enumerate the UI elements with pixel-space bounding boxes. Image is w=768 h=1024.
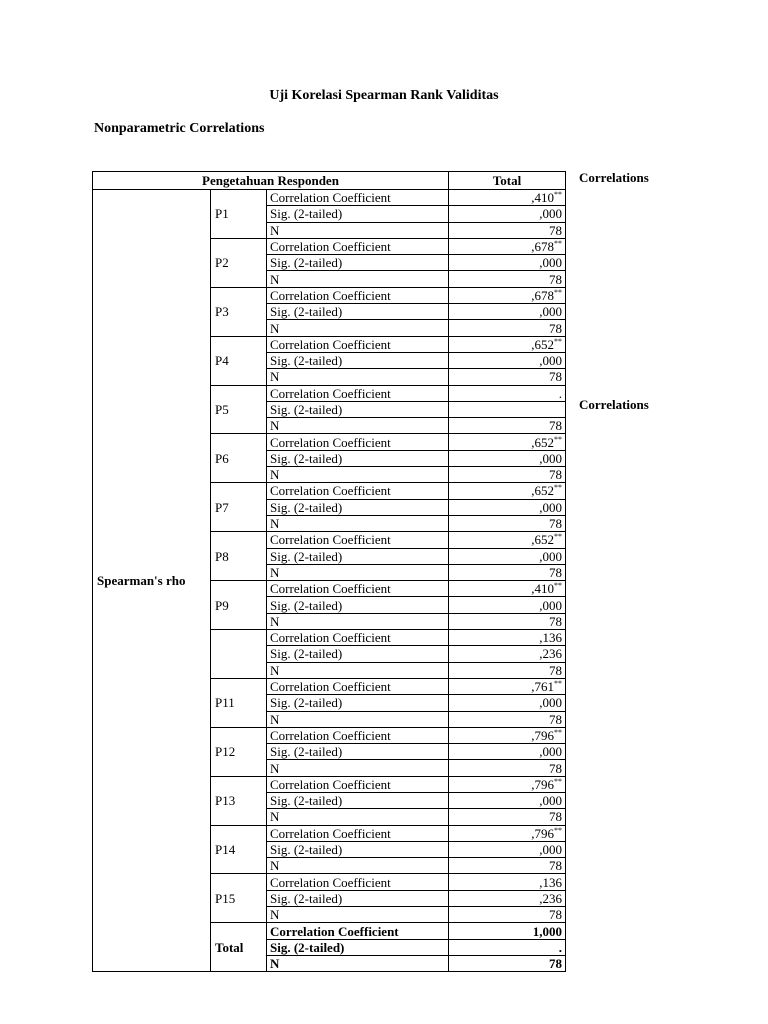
stat-label: Correlation Coefficient	[267, 874, 449, 890]
correlations-label-top: Correlations	[579, 170, 649, 185]
stat-label: N	[267, 662, 449, 678]
header-total: Total	[449, 172, 566, 190]
significance-value: ,000	[539, 304, 562, 320]
stat-label: Sig. (2-tailed)	[267, 352, 449, 368]
coefficient-value: ,410	[531, 581, 554, 597]
value-cell	[449, 923, 566, 939]
document-title: Uji Korelasi Spearman Rank Validitas	[269, 88, 499, 103]
value-cell	[449, 597, 566, 613]
coefficient-value: ,652	[531, 483, 554, 499]
spearmans-rho-label: Spearman's rho	[93, 190, 211, 972]
coefficient-value: ,678	[531, 287, 554, 303]
coefficient-value: 1,000	[532, 923, 562, 939]
stat-label: Correlation Coefficient	[267, 190, 449, 206]
significance-value: ,236	[539, 646, 562, 662]
stat-label: N	[267, 711, 449, 727]
significance-value: ,236	[539, 890, 562, 906]
value-cell	[449, 630, 566, 646]
significance-value: ,000	[539, 548, 562, 564]
value-cell	[449, 401, 566, 417]
significance-value: ,000	[539, 842, 562, 858]
correlations-label-middle: Correlations	[579, 397, 649, 412]
n-value: 78	[549, 320, 562, 336]
coefficient-value: ,761	[531, 679, 554, 695]
value-cell	[449, 304, 566, 320]
value-cell	[449, 662, 566, 678]
significance-mark: **	[554, 336, 562, 346]
n-value: 78	[549, 516, 562, 532]
stat-label: N	[267, 955, 449, 971]
value-cell	[449, 450, 566, 466]
significance-mark: **	[554, 727, 562, 737]
stat-label: N	[267, 564, 449, 580]
coefficient-value: ,652	[531, 434, 554, 450]
stat-label: N	[267, 467, 449, 483]
n-value: 78	[549, 418, 562, 434]
item-label: P8	[211, 532, 267, 581]
stat-label: Correlation Coefficient	[267, 630, 449, 646]
value-cell	[449, 499, 566, 515]
value-cell	[449, 532, 566, 548]
item-label: P12	[211, 727, 267, 776]
stat-label: Correlation Coefficient	[267, 825, 449, 841]
value-cell	[449, 955, 566, 971]
n-value: 78	[549, 907, 562, 923]
value-cell	[449, 711, 566, 727]
stat-label: N	[267, 222, 449, 238]
value-cell	[449, 744, 566, 760]
item-label: P1	[211, 190, 267, 239]
coefficient-value: ,796	[531, 825, 554, 841]
value-cell	[449, 646, 566, 662]
value-cell	[449, 564, 566, 580]
n-value: 78	[549, 760, 562, 776]
stat-label: N	[267, 320, 449, 336]
table-body	[93, 190, 566, 972]
stat-label: Sig. (2-tailed)	[267, 792, 449, 808]
n-value: 78	[549, 271, 562, 287]
stat-label: Sig. (2-tailed)	[267, 499, 449, 515]
value-cell	[449, 760, 566, 776]
significance-mark: **	[554, 434, 562, 444]
significance-value: ,000	[539, 499, 562, 515]
coefficient-value: ,136	[539, 874, 562, 890]
value-cell	[449, 190, 566, 206]
item-label: P13	[211, 776, 267, 825]
stat-label: Correlation Coefficient	[267, 238, 449, 254]
stat-label: N	[267, 418, 449, 434]
item-label: P6	[211, 434, 267, 483]
item-label: P4	[211, 336, 267, 385]
value-cell	[449, 238, 566, 254]
significance-mark: **	[554, 287, 562, 297]
n-value: 78	[549, 809, 562, 825]
value-cell	[449, 874, 566, 890]
item-label: P14	[211, 825, 267, 874]
item-label: P3	[211, 287, 267, 336]
n-value: 78	[549, 956, 562, 972]
n-value: 78	[549, 662, 562, 678]
value-cell	[449, 418, 566, 434]
value-cell	[449, 825, 566, 841]
item-label: P9	[211, 581, 267, 630]
n-value: 78	[549, 467, 562, 483]
value-cell	[449, 352, 566, 368]
coefficient-value: ,796	[531, 727, 554, 743]
header-pengetahuan-responden: Pengetahuan Responden	[93, 172, 449, 190]
item-label: P15	[211, 874, 267, 923]
stat-label: Sig. (2-tailed)	[267, 401, 449, 417]
table-row	[93, 190, 566, 206]
item-label: Total	[211, 923, 267, 972]
value-cell	[449, 792, 566, 808]
item-label: P7	[211, 483, 267, 532]
coefficient-value: ,410	[531, 190, 554, 206]
value-cell	[449, 907, 566, 923]
stat-label: Correlation Coefficient	[267, 287, 449, 303]
value-cell	[449, 678, 566, 694]
value-cell	[449, 255, 566, 271]
stat-label: Correlation Coefficient	[267, 923, 449, 939]
n-value: 78	[549, 564, 562, 580]
stat-label: Correlation Coefficient	[267, 532, 449, 548]
significance-mark: **	[554, 776, 562, 786]
stat-label: Correlation Coefficient	[267, 483, 449, 499]
n-value: 78	[549, 222, 562, 238]
stat-label: Sig. (2-tailed)	[267, 304, 449, 320]
n-value: 78	[549, 711, 562, 727]
coefficient-value: .	[558, 385, 562, 401]
stat-label: N	[267, 858, 449, 874]
stat-label: Correlation Coefficient	[267, 385, 449, 401]
stat-label: Sig. (2-tailed)	[267, 597, 449, 613]
section-title: Nonparametric Correlations	[94, 121, 265, 136]
stat-label: Correlation Coefficient	[267, 727, 449, 743]
significance-mark: **	[554, 239, 562, 249]
significance-value: ,000	[539, 206, 562, 222]
stat-label: Sig. (2-tailed)	[267, 939, 449, 955]
stat-label: N	[267, 760, 449, 776]
significance-value: ,000	[539, 255, 562, 271]
value-cell	[449, 385, 566, 401]
n-value: 78	[549, 858, 562, 874]
stat-label: Sig. (2-tailed)	[267, 744, 449, 760]
significance-mark: **	[554, 532, 562, 542]
significance-value: .	[558, 939, 562, 955]
significance-value: ,000	[539, 695, 562, 711]
significance-mark: **	[554, 825, 562, 835]
item-label: P2	[211, 238, 267, 287]
coefficient-value: ,652	[531, 336, 554, 352]
coefficient-value: ,678	[531, 239, 554, 255]
value-cell	[449, 890, 566, 906]
value-cell	[449, 695, 566, 711]
value-cell	[449, 320, 566, 336]
coefficient-value: ,652	[531, 532, 554, 548]
value-cell	[449, 434, 566, 450]
stat-label: Sig. (2-tailed)	[267, 890, 449, 906]
n-value: 78	[549, 369, 562, 385]
item-label: P5	[211, 385, 267, 434]
value-cell	[449, 613, 566, 629]
stat-label: Sig. (2-tailed)	[267, 255, 449, 271]
significance-value: ,000	[539, 450, 562, 466]
stat-label: N	[267, 369, 449, 385]
stat-label: Sig. (2-tailed)	[267, 841, 449, 857]
value-cell	[449, 222, 566, 238]
significance-value: ,000	[539, 597, 562, 613]
significance-mark: **	[554, 679, 562, 689]
stat-label: Correlation Coefficient	[267, 776, 449, 792]
significance-mark: **	[554, 581, 562, 591]
stat-label: N	[267, 907, 449, 923]
value-cell	[449, 206, 566, 222]
significance-value: ,000	[539, 793, 562, 809]
coefficient-value: ,796	[531, 776, 554, 792]
value-cell	[449, 841, 566, 857]
value-cell	[449, 939, 566, 955]
value-cell	[449, 515, 566, 531]
stat-label: Correlation Coefficient	[267, 678, 449, 694]
value-cell	[449, 809, 566, 825]
stat-label: Correlation Coefficient	[267, 581, 449, 597]
stat-label: Correlation Coefficient	[267, 434, 449, 450]
stat-label: Sig. (2-tailed)	[267, 548, 449, 564]
stat-label: Sig. (2-tailed)	[267, 206, 449, 222]
table-header-row	[93, 172, 566, 190]
stat-label: N	[267, 613, 449, 629]
value-cell	[449, 369, 566, 385]
value-cell	[449, 287, 566, 303]
stat-label: N	[267, 271, 449, 287]
value-cell	[449, 776, 566, 792]
value-cell	[449, 483, 566, 499]
correlations-table	[92, 171, 566, 972]
stat-label: Correlation Coefficient	[267, 336, 449, 352]
n-value: 78	[549, 613, 562, 629]
value-cell	[449, 467, 566, 483]
value-cell	[449, 581, 566, 597]
value-cell	[449, 271, 566, 287]
value-cell	[449, 548, 566, 564]
significance-mark: **	[554, 483, 562, 493]
item-label: P11	[211, 678, 267, 727]
value-cell	[449, 858, 566, 874]
significance-value: ,000	[539, 744, 562, 760]
value-cell	[449, 336, 566, 352]
significance-value: ,000	[539, 353, 562, 369]
stat-label: N	[267, 809, 449, 825]
stat-label: Sig. (2-tailed)	[267, 695, 449, 711]
coefficient-value: ,136	[539, 630, 562, 646]
stat-label: Sig. (2-tailed)	[267, 450, 449, 466]
item-label	[211, 630, 267, 679]
stat-label: Sig. (2-tailed)	[267, 646, 449, 662]
significance-mark: **	[554, 190, 562, 200]
value-cell	[449, 727, 566, 743]
stat-label: N	[267, 515, 449, 531]
